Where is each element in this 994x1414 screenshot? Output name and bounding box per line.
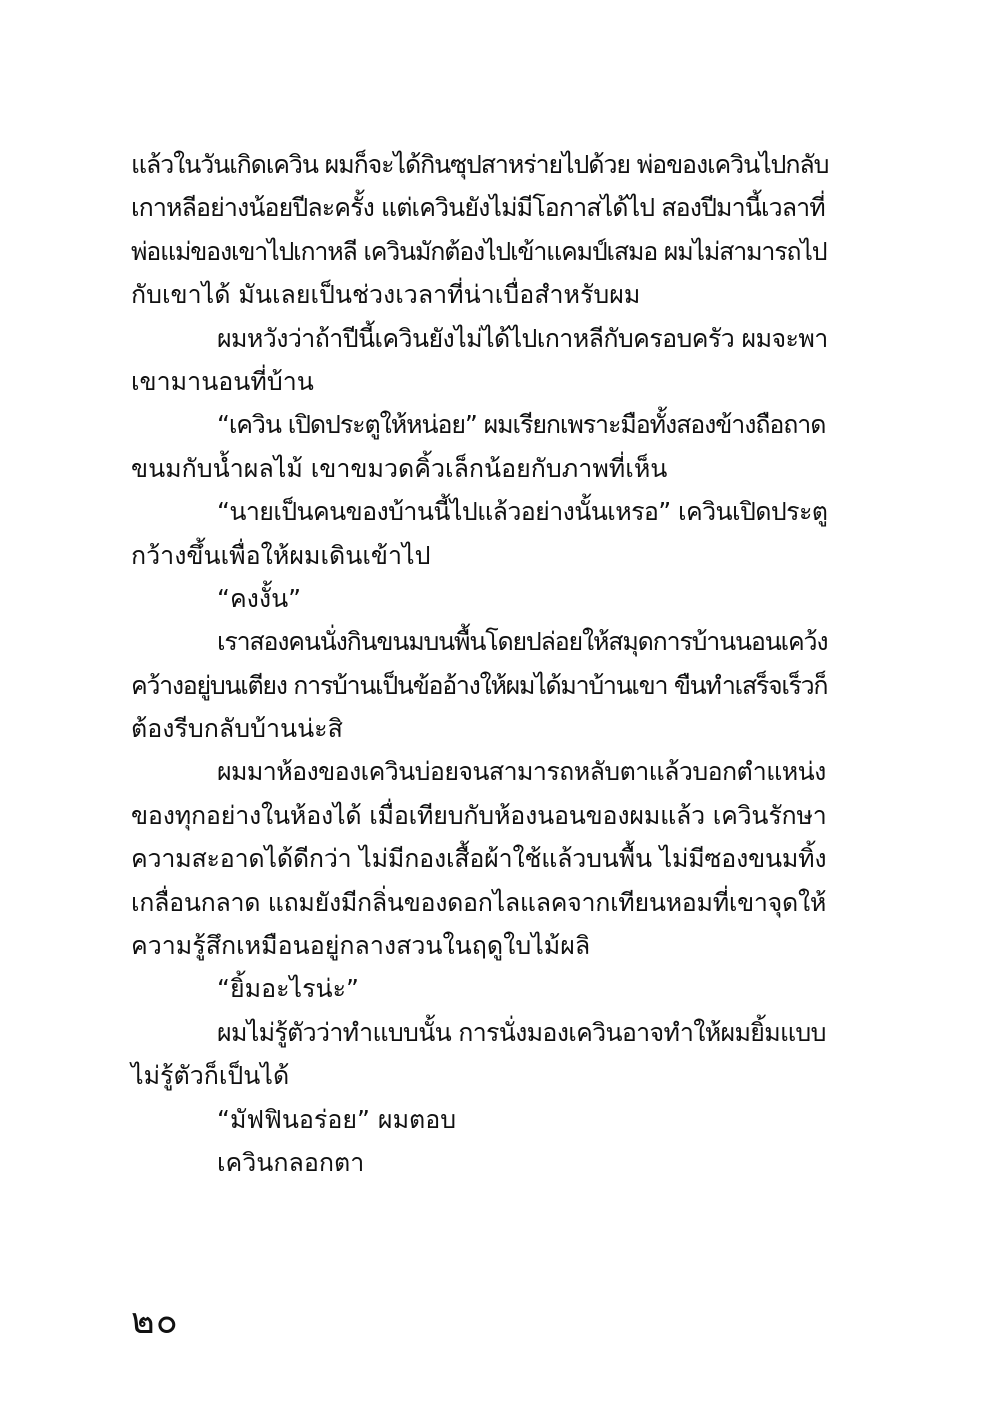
dialogue-line: “เควิน เปิดประตูให้หน่อย” ผมเรียกเพราะมือทั้งสองข้างถือถาด bbox=[217, 410, 826, 440]
text-line: ของทุกอย่างในห้องได้ เมื่อเทียบกับห้องนอนของผมแล้ว เควินรักษา bbox=[131, 800, 827, 830]
dialogue-line: “มัฟฟินอร่อย” ผมตอบ bbox=[217, 1104, 457, 1134]
paragraph-first-line: ผมมาห้องของเควินบ่อยจนสามารถหลับตาแล้วบอกตำแหน่ง bbox=[217, 757, 826, 787]
text-line: กับเขาได้ มันเลยเป็นช่วงเวลาที่น่าเบื่อสำหรับผม bbox=[131, 280, 641, 310]
paragraph-first-line: เราสองคนนั่งกินขนมบนพื้นโดยปล่อยให้สมุดการบ้านนอนเคว้ง bbox=[217, 627, 828, 657]
text-line: เขามานอนที่บ้าน bbox=[131, 366, 314, 396]
dialogue-line: “นายเป็นคนของบ้านนี้ไปแล้วอย่างนั้นเหรอ” เควินเปิดประตู bbox=[217, 497, 828, 527]
text-line: ไม่รู้ตัวก็เป็นได้ bbox=[131, 1061, 290, 1091]
paragraph-first-line: เควินกลอกตา bbox=[217, 1147, 365, 1177]
text-line: กว้างขึ้นเพื่อให้ผมเดินเข้าไป bbox=[131, 540, 431, 570]
text-line: ความรู้สึกเหมือนอยู่กลางสวนในฤดูใบไม้ผลิ bbox=[131, 931, 591, 961]
page-number: ๒๐ bbox=[131, 1301, 179, 1342]
dialogue-line: “ยิ้มอะไรน่ะ” bbox=[217, 974, 359, 1004]
text-line: แล้วในวันเกิดเควิน ผมก็จะได้กินซุปสาหร่ายไปด้วย พ่อของเควินไปกลับ bbox=[131, 150, 829, 179]
dialogue-line: “คงงั้น” bbox=[217, 583, 302, 613]
text-line: คว้างอยู่บนเตียง การบ้านเป็นข้ออ้างให้ผมได้มาบ้านเขา ขืนทำเสร็จเร็วก็ bbox=[131, 670, 828, 700]
text-line: ขนมกับน้ำผลไม้ เขาขมวดคิ้วเล็กน้อยกับภาพที่เห็น bbox=[131, 453, 668, 483]
paragraph-first-line: ผมไม่รู้ตัวว่าทำแบบนั้น การนั่งมองเควินอาจทำให้ผมยิ้มแบบ bbox=[217, 1017, 826, 1047]
body-text bbox=[131, 143, 829, 1184]
text-line: เกลื่อนกลาด แถมยังมีกลิ่นของดอกไลแลคจากเทียนหอมที่เขาจุดให้ bbox=[131, 887, 827, 917]
text-line: พ่อแม่ของเขาไปเกาหลี เควินมักต้องไปเข้าแคมป์เสมอ ผมไม่สามารถไป bbox=[131, 236, 827, 266]
paragraph-first-line: ผมหวังว่าถ้าปีนี้เควินยังไม่ได้ไปเกาหลีกับครอบครัว ผมจะพา bbox=[217, 323, 828, 353]
text-line: ความสะอาดได้ดีกว่า ไม่มีกองเสื้อผ้าใช้แล้วบนพื้น ไม่มีซองขนมทิ้ง bbox=[131, 844, 827, 874]
text-line: ต้องรีบกลับบ้านน่ะสิ bbox=[131, 714, 343, 744]
text-line: เกาหลีอย่างน้อยปีละครั้ง แต่เควินยังไม่มีโอกาสได้ไป สองปีมานี้เวลาที่ bbox=[131, 193, 825, 223]
